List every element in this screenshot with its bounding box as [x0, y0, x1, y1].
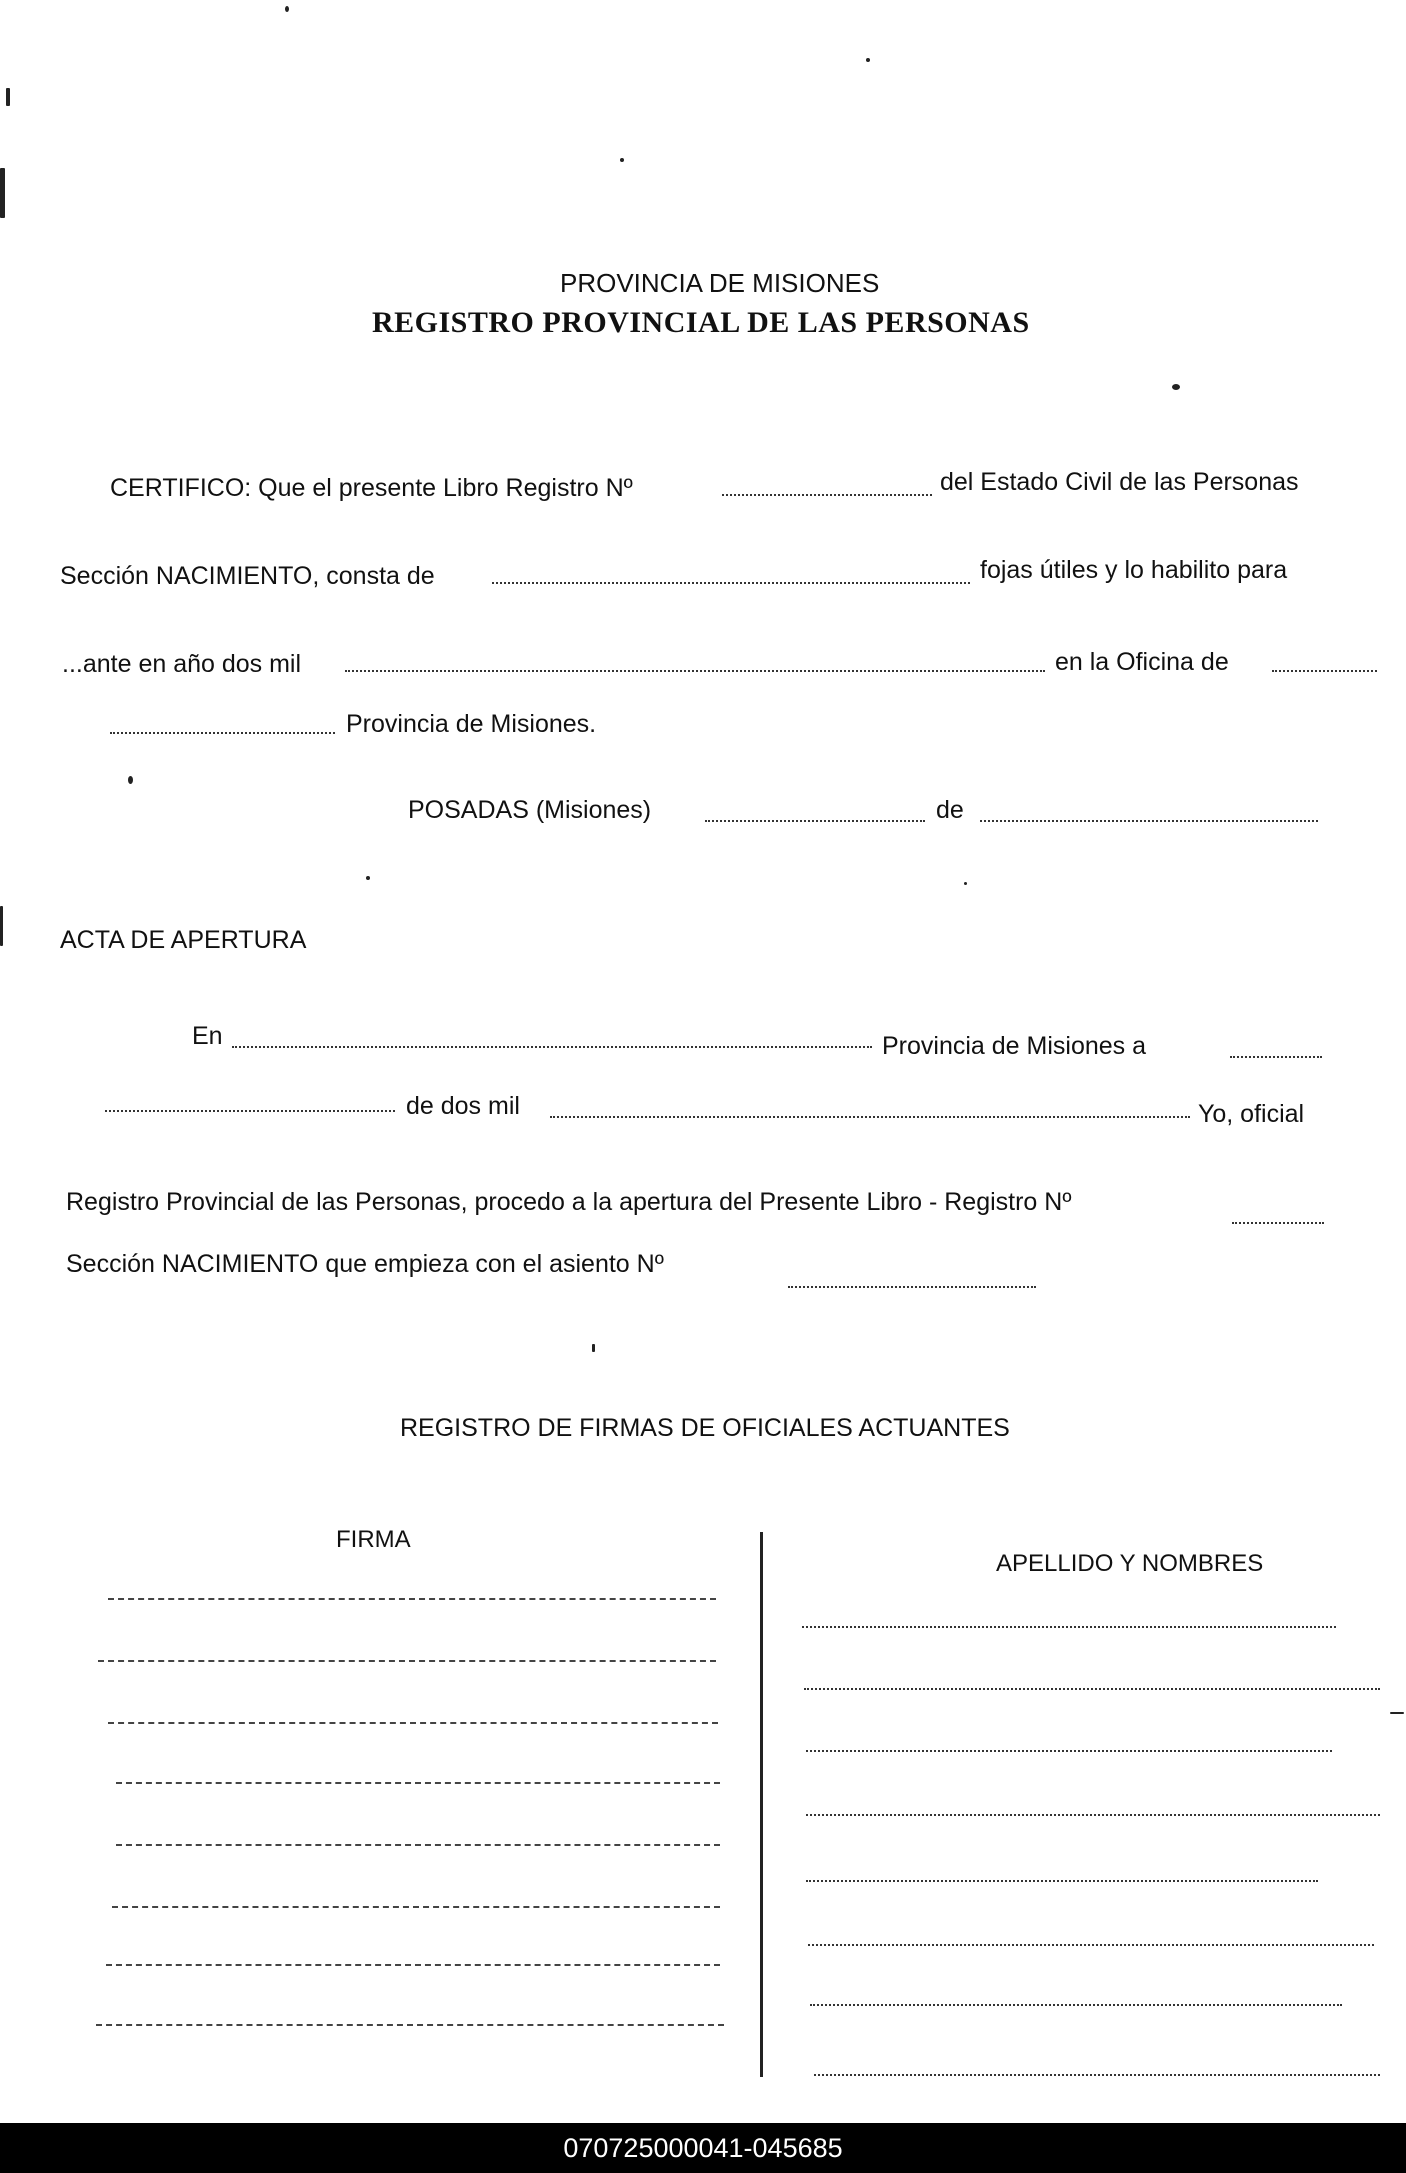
scan-speck — [592, 1344, 595, 1352]
firma-column-header: FIRMA — [336, 1526, 411, 1553]
opening-day-blank — [1230, 1056, 1322, 1058]
opening-line1-end: Provincia de Misiones a — [882, 1032, 1147, 1060]
registry-title: REGISTRO PROVINCIAL DE LAS PERSONAS — [372, 306, 1030, 339]
cert-line1-end: del Estado Civil de las Personas — [940, 468, 1299, 496]
column-divider — [760, 1532, 763, 2077]
firma-line — [116, 1782, 720, 1784]
scan-speck — [0, 906, 3, 946]
scan-speck — [964, 882, 967, 885]
place-day-blank — [705, 820, 925, 822]
cert-line2-start: Sección NACIMIENTO, consta de — [60, 562, 435, 590]
cert-line2-end: fojas útiles y lo habilito para — [980, 556, 1288, 584]
scan-speck — [0, 168, 5, 218]
names-line — [810, 2004, 1342, 2006]
names-line — [814, 2074, 1380, 2076]
opening-place-blank — [232, 1046, 872, 1048]
opening-entry-number-blank — [788, 1286, 1036, 1288]
opening-line3: Registro Provincial de las Personas, procedo a la apertura del Presente Libro - Registro Nº — [66, 1188, 1072, 1216]
cert-line3-end: en la Oficina de — [1055, 648, 1229, 676]
names-line — [808, 1944, 1374, 1946]
scan-speck — [285, 6, 289, 12]
scan-speck — [1390, 1712, 1404, 1714]
cert-office-blank-2 — [110, 732, 335, 734]
place-line-start: POSADAS (Misiones) — [408, 796, 652, 824]
names-line — [802, 1626, 1336, 1628]
place-month-blank — [980, 820, 1318, 822]
names-column-header: APELLIDO Y NOMBRES — [996, 1550, 1264, 1577]
cert-book-number-blank — [722, 494, 932, 496]
cert-year-blank — [345, 670, 1045, 672]
scan-speck — [128, 776, 133, 784]
opening-line4: Sección NACIMIENTO que empieza con el asiento Nº — [66, 1250, 664, 1278]
firma-line — [112, 1906, 720, 1908]
names-line — [806, 1814, 1380, 1816]
opening-line1-start: En — [192, 1022, 223, 1050]
names-line — [806, 1880, 1318, 1882]
cert-line4: Provincia de Misiones. — [346, 710, 597, 738]
opening-heading: ACTA DE APERTURA — [60, 926, 307, 954]
place-line-de: de — [936, 796, 964, 824]
scan-speck — [620, 158, 624, 162]
firma-line — [96, 2024, 724, 2026]
signatures-heading: REGISTRO DE FIRMAS DE OFICIALES ACTUANTES — [400, 1414, 1010, 1442]
province-title: PROVINCIA DE MISIONES — [560, 268, 880, 298]
cert-line3-start: ...ante en año dos mil — [62, 650, 302, 678]
scan-speck — [6, 88, 10, 106]
names-line — [806, 1750, 1332, 1752]
opening-book-number-blank — [1232, 1222, 1324, 1224]
scan-speck — [366, 876, 370, 880]
document-id-footer: 070725000041-045685 — [0, 2123, 1406, 2173]
firma-line — [106, 1964, 720, 1966]
names-line — [804, 1688, 1380, 1690]
opening-line2-end: Yo, oficial — [1198, 1100, 1305, 1128]
opening-year-blank — [550, 1116, 1190, 1118]
opening-month-blank — [105, 1110, 395, 1112]
firma-line — [116, 1844, 720, 1846]
scan-speck — [866, 58, 870, 62]
cert-line1-start: CERTIFICO: Que el presente Libro Registro Nº — [110, 474, 633, 502]
cert-folios-blank — [492, 582, 970, 584]
scan-speck — [1172, 384, 1180, 390]
cert-office-blank — [1272, 670, 1377, 672]
opening-line2-start: de dos mil — [406, 1092, 520, 1120]
firma-line — [98, 1660, 716, 1662]
firma-line — [108, 1598, 716, 1600]
firma-line — [108, 1722, 718, 1724]
